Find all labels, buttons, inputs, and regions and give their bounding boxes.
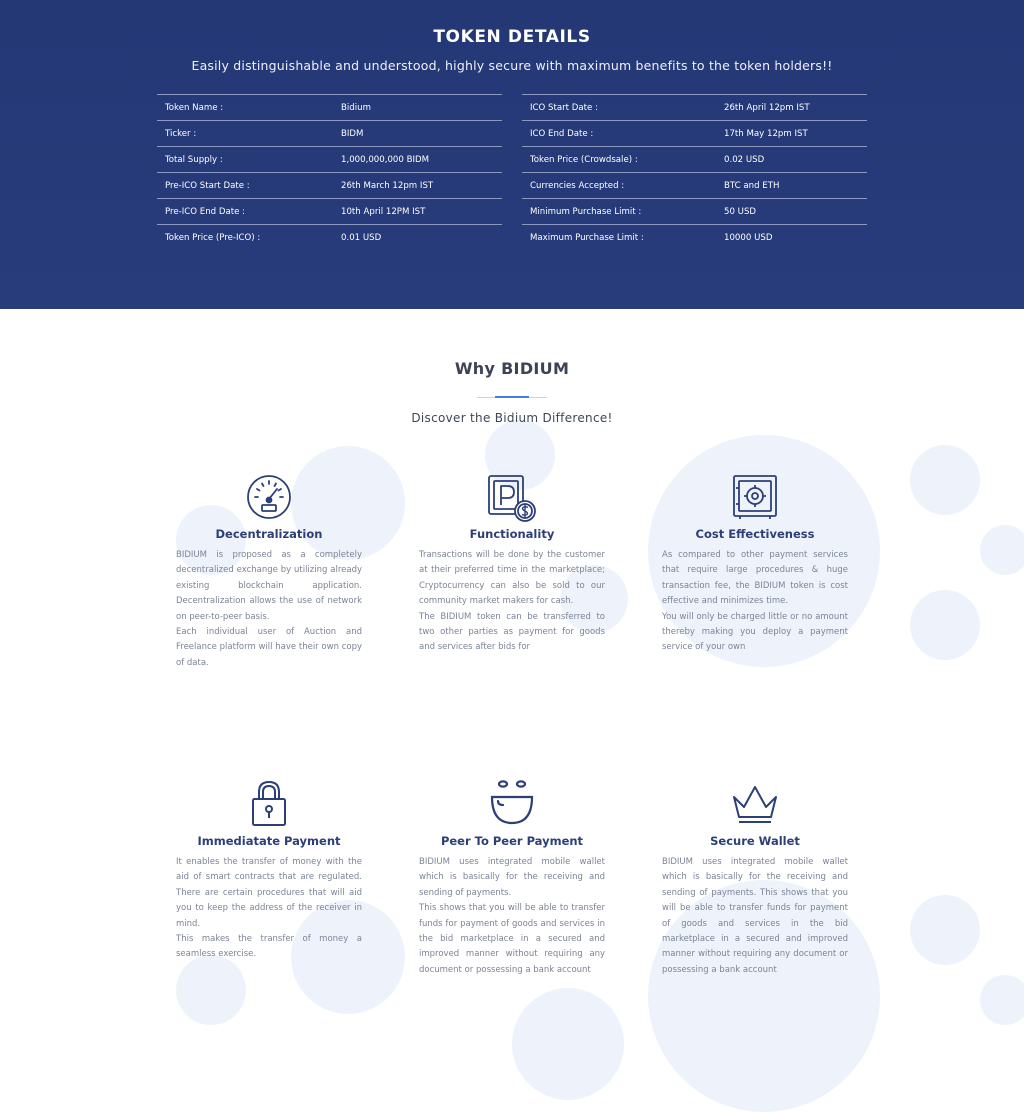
token-row-label: Pre-ICO End Date :	[165, 207, 246, 217]
background-bubble	[980, 525, 1024, 575]
token-row-value: 1,000,000,000 BIDM	[341, 155, 430, 165]
token-details-subtitle: Easily distinguishable and understood, highly secure with maximum benefits to the token holders!!	[191, 58, 833, 73]
feature-paragraph: It enables the transfer of money with the aid of smart contracts that are regulated. There are certain procedures that will aid you to keep the address of the receiver in mind.	[176, 857, 362, 929]
background-bubble	[910, 445, 980, 515]
token-row-value: 10th April 12PM IST	[341, 207, 426, 217]
feature-paragraph: BIDIUM is proposed as a completely decentralized exchange by utilizing already existing blockchain application. Decentralization allows the use of network on peer-to-peer basis.	[176, 550, 362, 622]
token-row	[157, 199, 502, 225]
token-row-label: Maximum Purchase Limit :	[530, 233, 644, 243]
token-row-label: Total Supply :	[165, 155, 223, 165]
token-row-label: Token Name :	[165, 103, 224, 113]
feature-description	[662, 855, 848, 978]
token-details-section	[0, 0, 1024, 309]
feature-paragraph: You will only be charged little or no amount thereby making you deploy a payment service of your own	[662, 611, 848, 653]
why-bidium-title: Why BIDIUM	[454, 359, 570, 378]
token-row-value: 50 USD	[724, 207, 757, 217]
token-row-value: 17th May 12pm IST	[724, 129, 808, 139]
token-row-label: Pre-ICO Start Date :	[165, 181, 250, 191]
token-row-label: ICO End Date :	[530, 129, 594, 139]
token-row	[157, 121, 502, 147]
token-row	[522, 121, 867, 147]
feature-paragraph: Transactions will be done by the customer at their preferred time in the marketplace; Cryptocurrency can also be sold to our community market makers for cash.	[419, 550, 605, 607]
speedometer-icon	[244, 472, 294, 522]
token-row-label: Minimum Purchase Limit :	[530, 207, 642, 217]
feature-title: Peer To Peer Payment	[440, 834, 584, 848]
feature-paragraph: This makes the transfer of money a seamless exercise.	[176, 934, 362, 960]
smile-face-icon	[487, 779, 537, 829]
token-details-title: TOKEN DETAILS	[433, 27, 591, 47]
background-bubble	[291, 446, 405, 560]
background-bubble	[176, 955, 246, 1025]
background-bubble	[910, 590, 980, 660]
feature-paragraph: BIDIUM uses integrated mobile wallet which is basically for the receiving and sending of payments.	[419, 857, 605, 898]
feature-title: Immediatate Payment	[197, 834, 341, 848]
token-row-label: Token Price (Pre-ICO) :	[165, 233, 261, 243]
token-row	[157, 173, 502, 199]
token-row-value: 26th April 12pm IST	[724, 103, 810, 113]
feature-description	[419, 548, 605, 656]
token-row-value: 26th March 12pm IST	[341, 181, 434, 191]
feature-title: Decentralization	[215, 527, 323, 541]
token-row	[522, 199, 867, 225]
padlock-icon	[244, 779, 294, 829]
token-table-right	[522, 94, 867, 250]
token-row-value: 0.02 USD	[724, 155, 765, 165]
parking-coin-icon	[487, 472, 537, 522]
token-row-value: Bidium	[341, 103, 371, 113]
feature-description	[176, 548, 362, 671]
token-row	[157, 147, 502, 173]
feature-paragraph: The BIDIUM token can be transferred to two other parties as payment for goods and services after bids for	[419, 611, 605, 653]
token-row	[522, 173, 867, 199]
token-row	[522, 225, 867, 250]
token-row-value: BIDM	[341, 129, 364, 139]
background-bubble	[910, 895, 980, 965]
safe-icon	[730, 472, 780, 522]
token-row	[157, 95, 502, 121]
feature-paragraph: Each individual user of Auction and Freelance platform will have their own copy of data.	[176, 627, 362, 668]
token-row	[157, 225, 502, 250]
token-row-label: ICO Start Date :	[530, 103, 598, 113]
feature-description	[419, 855, 605, 978]
why-bidium-subtitle: Discover the Bidium Difference!	[411, 411, 613, 425]
token-row-value: 0.01 USD	[341, 233, 382, 243]
feature-description	[176, 855, 362, 963]
token-row	[522, 95, 867, 121]
background-bubble	[512, 988, 624, 1100]
feature-title: Cost Effectiveness	[695, 527, 815, 541]
crown-icon	[730, 779, 780, 829]
feature-description	[662, 548, 848, 656]
feature-paragraph: This shows that you will be able to transfer funds for payment of goods and services in the bid marketplace in a secured and improved manner without requiring any document or possessing a bank account	[419, 903, 605, 975]
feature-paragraph: As compared to other payment services that require large procedures & huge transaction fee, the BIDIUM token is cost effective and minimizes time.	[662, 550, 848, 607]
token-row	[522, 147, 867, 173]
token-row-value: BTC and ETH	[724, 181, 780, 191]
token-row-value: 10000 USD	[724, 233, 773, 243]
title-divider-accent	[495, 396, 529, 398]
background-bubble	[980, 975, 1024, 1025]
feature-title: Functionality	[469, 527, 555, 541]
feature-title: Secure Wallet	[710, 834, 800, 848]
token-row-label: Currencies Accepted :	[530, 181, 625, 191]
token-row-label: Ticker :	[165, 129, 197, 139]
token-table-left	[157, 94, 502, 250]
token-row-label: Token Price (Crowdsale) :	[530, 155, 638, 165]
feature-paragraph: BIDIUM uses integrated mobile wallet which is basically for the receiving and sending of payments. This shows that you will be able to transfer funds for payment of goods and services in the bid marketplace in a secured and improved manner without requiring any document or possessing a bank account	[662, 857, 848, 975]
